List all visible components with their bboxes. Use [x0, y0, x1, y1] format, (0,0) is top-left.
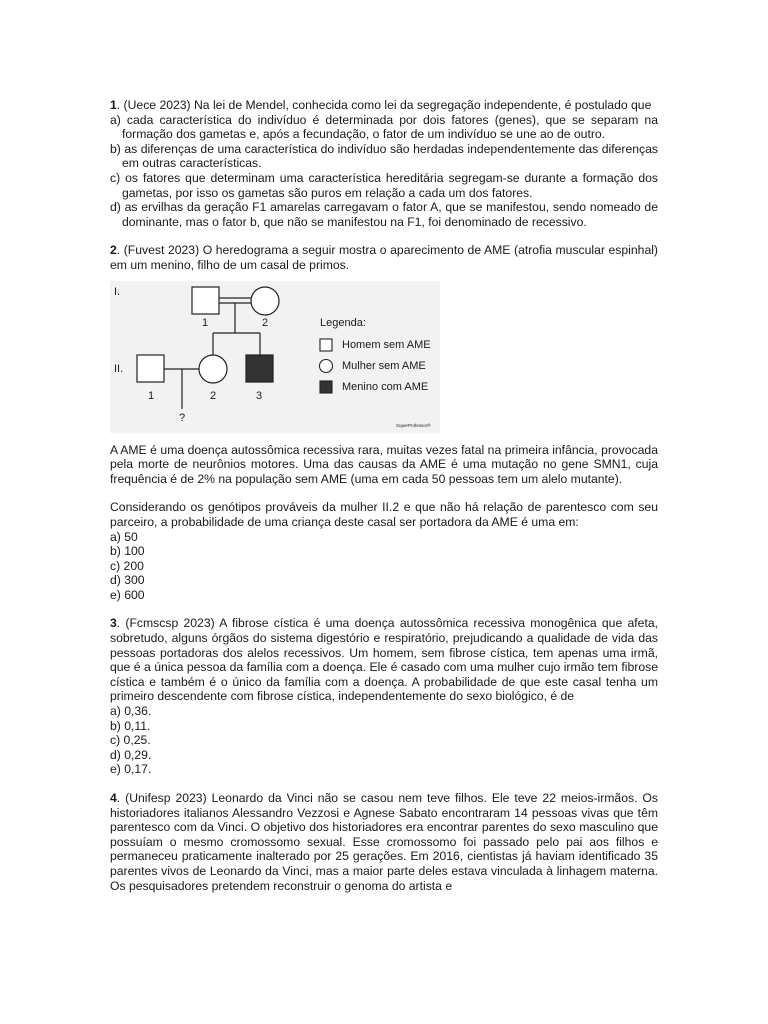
unknown-child-label: ?: [179, 411, 186, 424]
figure-credit: SuperProfessor®: [396, 422, 431, 428]
question-3-option-c: c) 0,25.: [110, 733, 151, 748]
question-3-option-e: e) 0,17.: [110, 762, 152, 777]
question-2: [110, 243, 658, 602]
pedigree-II2-female: [199, 355, 227, 383]
pedigree-I1-male: [192, 287, 219, 314]
pedigree-I2-female: [251, 287, 279, 315]
label-I1: 1: [202, 316, 209, 329]
generation-I-label: I.: [114, 285, 121, 298]
pedigree-figure: [110, 281, 658, 433]
question-3: [110, 616, 658, 777]
question-2-option-d: d) 300: [110, 573, 145, 588]
question-1-option-a: a) cada característica do indivíduo é determinada por dois fatores (genes), que se separam na formação dos gametas e, após a fecundação, o fator de um indivíduo se une ao de outro.: [110, 112, 658, 142]
legend-item-affected: Menino com AME: [342, 380, 429, 393]
pedigree-II1-male: [137, 355, 164, 382]
exam-page: [110, 98, 658, 907]
question-1-option-d: d) as ervilhas da geração F1 amarelas carregavam o fator A, que se manifestou, sendo nomeado de dominante, mas o fator b, que não se manifestou na F1, foi denominado de recessivo.: [110, 200, 658, 229]
question-1-number: 1: [110, 98, 117, 112]
generation-II-label: II.: [114, 362, 124, 375]
legend-male-symbol: [320, 339, 332, 351]
question-2-option-b: b) 100: [110, 544, 145, 559]
question-2-number: 2: [110, 243, 117, 258]
legend-affected-symbol: [320, 381, 332, 393]
legend-item-female: Mulher sem AME: [342, 359, 426, 372]
question-1-stem: 1. (Uece 2023) Na lei de Mendel, conhecida como lei da segregação independente, é postulado que: [110, 98, 652, 112]
question-1: [110, 98, 658, 229]
question-3-option-a: a) 0,36.: [110, 704, 152, 719]
question-3-option-d: d) 0,29.: [110, 747, 152, 762]
question-2-option-c: c) 200: [110, 558, 144, 573]
question-2-paragraph-1: A AME é uma doença autossômica recessiva rara, muitas vezes fatal na primeira infância, provocada pela morte de neurônios motores. Uma das causas da AME é uma mutação no gene SMN1, cuja frequência é de 2% na população sem AME (uma em cada 50 pessoas tem um alelo mutante).: [110, 442, 658, 486]
legend-title: Legenda:: [320, 316, 366, 329]
question-4-number: 4: [110, 791, 117, 805]
question-3-stem: 3. (Fcmscsp 2023) A fibrose cística é uma doença autossômica recessiva monogênica que afeta, sobretudo, alguns órgãos do sistema digestório e respiratório, prejudicando a qualidade de vida das pessoas portadoras dos alelos recessivos. Um homem, sem fibrose cística, tem apenas uma irmã, que é a única pessoa da família com a doença. Ele é casado com uma mulher cujo irmão tem fibrose cística e também é o único da família com a doença. A probabilidade de que este casal tenha um primeiro descendente com fibrose cística, independentemente do sexo biológico, é de: [110, 616, 658, 704]
label-II1: 1: [148, 389, 155, 402]
legend-item-male: Homem sem AME: [342, 338, 431, 351]
question-4-stem: 4. (Unifesp 2023) Leonardo da Vinci não se casou nem teve filhos. Ele teve 22 meios-irmãos. Os historiadores italianos Alessandro Vezzosi e Agnese Sabato encontraram 14 pessoas vivas que têm parentesco com da Vinci. O objetivo dos historiadores era encontrar parentes do sexo masculino que possuíam o mesmo cromossomo sexual. Esse cromossomo foi passado pelo pai aos filhos e permaneceu praticamente inalterado por 25 gerações. Em 2016, cientistas já haviam identificado 35 parentes vivos de Leonardo da Vinci, mas a maior parte deles estava vinculada à linhagem materna. Os pesquisadores pretendem reconstruir o genoma do artista e: [110, 791, 658, 893]
question-2-option-e: e) 600: [110, 587, 145, 602]
legend-female-symbol: [320, 359, 333, 372]
question-1-option-b: b) as diferenças de uma característica do indivíduo são herdadas independentemente das diferenças em outras características.: [110, 141, 658, 171]
pedigree-drawing: [110, 281, 658, 433]
question-3-number: 3: [110, 616, 117, 631]
label-I2: 2: [262, 316, 269, 329]
question-3-option-b: b) 0,11.: [110, 718, 151, 733]
question-1-option-c: c) os fatores que determinam uma característica hereditária segregam-se durante a formação dos gametas, por isso os gametas são puros em relação a cada um dos fatores.: [110, 170, 658, 200]
question-2-option-a: a) 50: [110, 529, 138, 544]
question-4: [110, 791, 658, 893]
label-II2: 2: [210, 389, 217, 402]
question-2-paragraph-2: Considerando os genótipos prováveis da mulher II.2 e que não há relação de parentesco com seu parceiro, a probabilidade de uma criança deste casal ser portadora da AME é uma em:: [110, 500, 658, 529]
question-2-stem: 2. (Fuvest 2023) O heredograma a seguir mostra o aparecimento de AME (atrofia muscular espinhal) em um menino, filho de um casal de primos.: [110, 243, 658, 272]
pedigree-II3-affected-male: [246, 355, 273, 382]
label-II3: 3: [256, 389, 263, 402]
